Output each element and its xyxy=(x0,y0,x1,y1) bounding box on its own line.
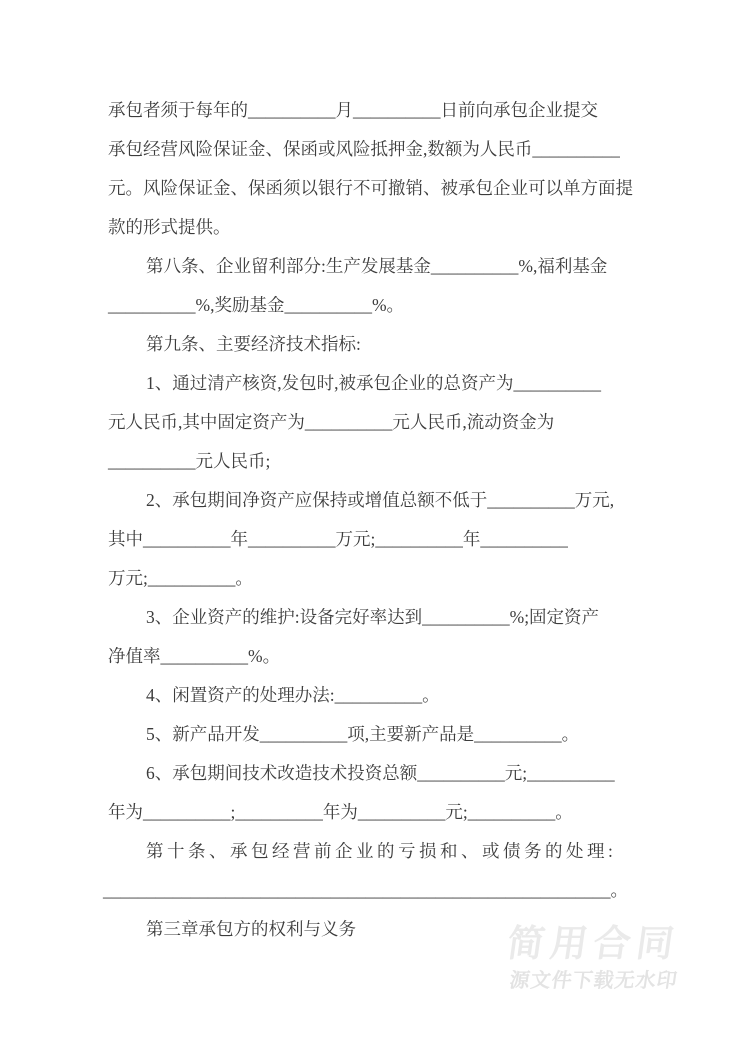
clause-9-item-5-line: 5、新产品开发__________项,主要新产品是__________。 xyxy=(146,724,580,744)
clause-9-item-2-line: 2、承包期间净资产应保持或增值总额不低于__________万元, xyxy=(146,490,615,510)
document-line: 款的形式提供。 xyxy=(108,217,231,237)
contract-page-body xyxy=(103,91,648,949)
clause-9-item-2-line: 其中__________年__________万元;__________年__________ xyxy=(108,529,568,549)
clause-8-line: __________%,奖励基金__________%。 xyxy=(108,295,405,315)
clause-9-item-1-line: __________元人民币; xyxy=(108,451,271,471)
clause-9-item-6-line: 年为__________;__________年为__________元;__________。 xyxy=(108,802,573,822)
chapter-3-heading: 第三章承包方的权利与义务 xyxy=(146,919,356,939)
document-line: 承包经营风险保证金、保函或风险抵押金,数额为人民币__________ xyxy=(108,139,620,159)
document-line: 元。风险保证金、保函须以银行不可撤销、被承包企业可以单方面提 xyxy=(108,178,633,198)
clause-9-item-6-line: 6、承包期间技术改造技术投资总额__________元;__________ xyxy=(146,763,615,783)
document-line: 承包者须于每年的__________月__________日前向承包企业提交 xyxy=(108,100,598,120)
clause-9-item-2-line: 万元;__________。 xyxy=(108,568,253,588)
clause-9-item-1-line: 元人民币,其中固定资产为__________元人民币,流动资金为 xyxy=(108,412,555,432)
clause-9-item-3-line: 3、企业资产的维护:设备完好率达到__________%;固定资产 xyxy=(146,607,600,627)
watermark-logo: 简用合同 xyxy=(504,923,683,964)
clause-8-line: 第八条、企业留利部分:生产发展基金__________%,福利基金 xyxy=(146,256,608,276)
clause-10-heading: 第十条、承包经营前企业的亏损和、或债务的处理: xyxy=(146,841,617,861)
clause-9-item-3-line: 净值率__________%。 xyxy=(108,646,281,666)
watermark-tagline: 源文件下载无水印 xyxy=(508,970,680,992)
blank-fill-line: __________________________________________________________。 xyxy=(103,880,628,900)
clause-9-item-4-line: 4、闲置资产的处理办法:__________。 xyxy=(146,685,440,705)
clause-9-heading: 第九条、主要经济技术指标: xyxy=(146,334,361,354)
clause-9-item-1-line: 1、通过清产核资,发包时,被承包企业的总资产为__________ xyxy=(146,373,601,393)
